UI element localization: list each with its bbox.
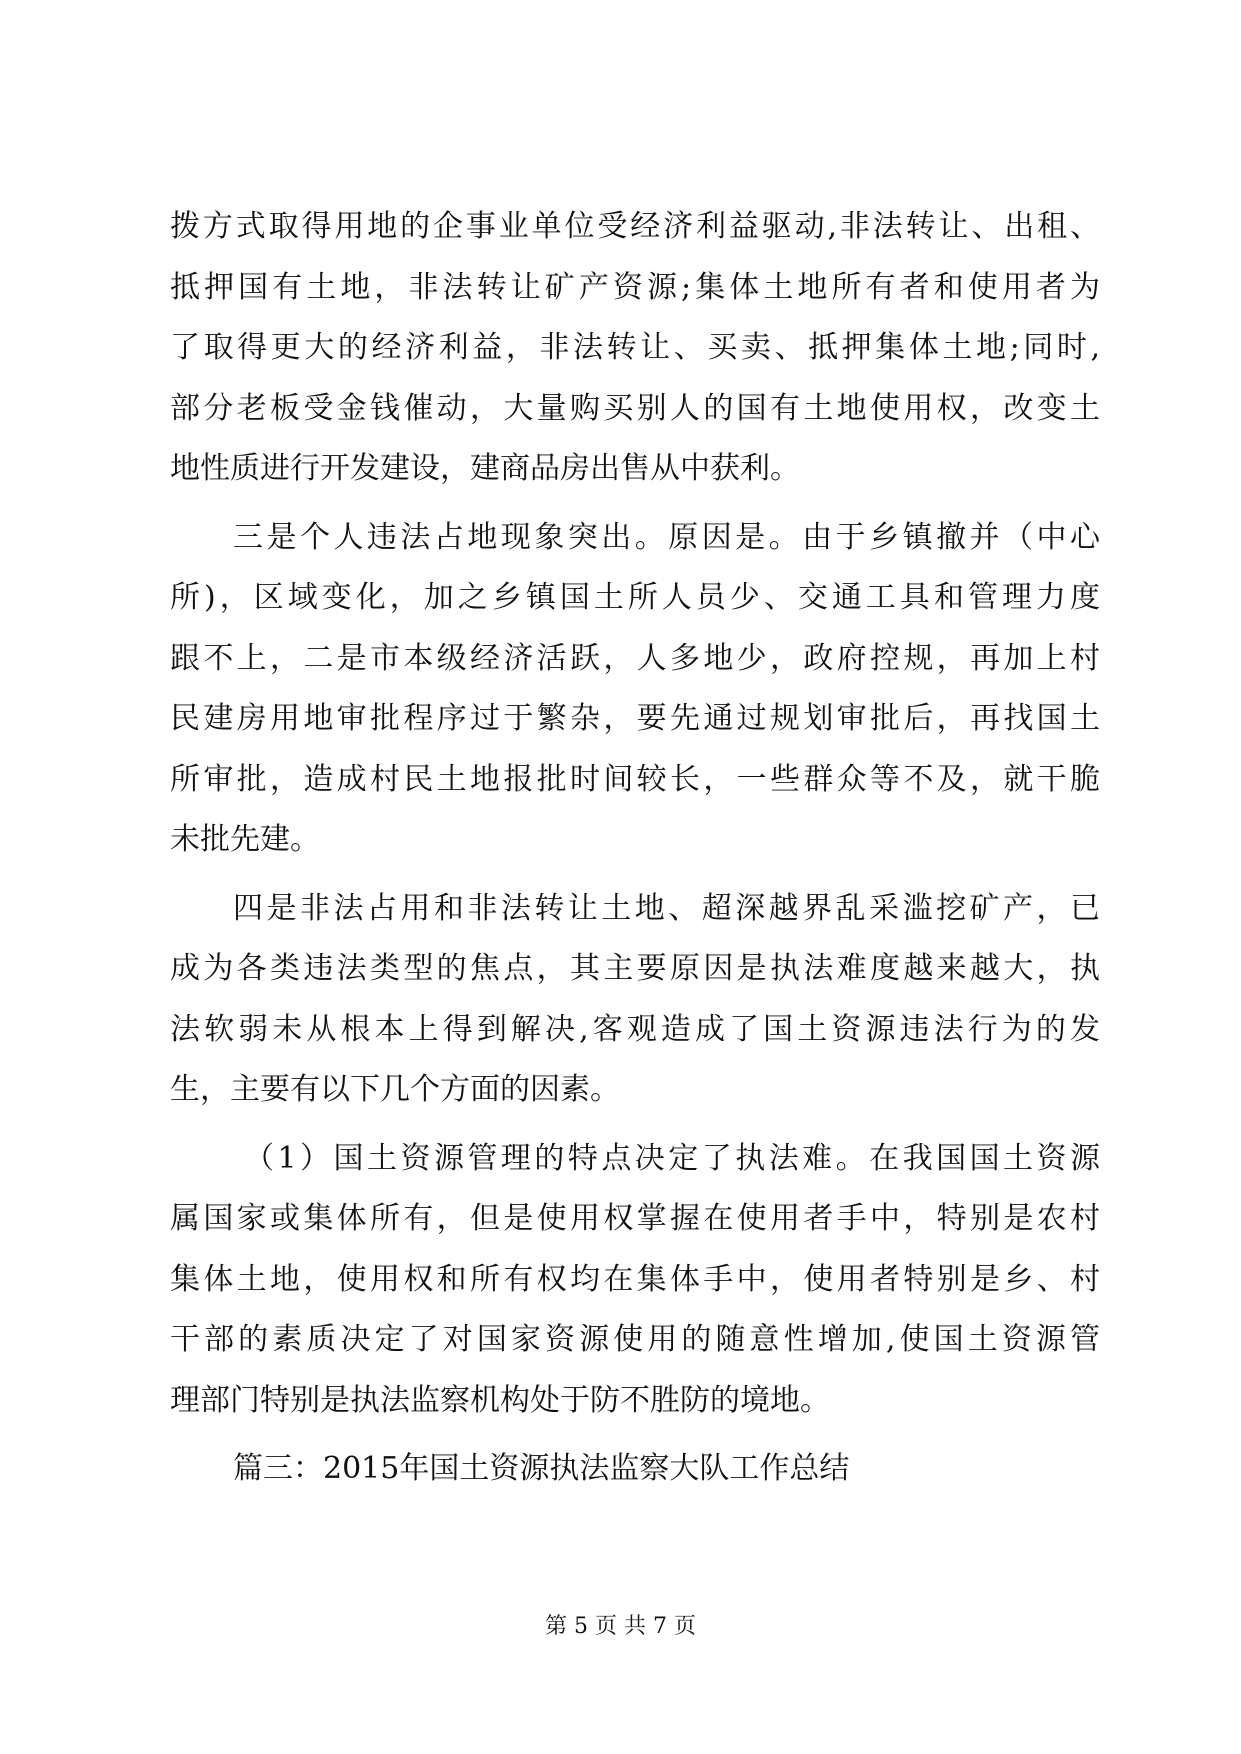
paragraph-gap xyxy=(170,1121,1100,1129)
text-line: 部分老板受金钱催动，大量购买别人的国有土地使用权，改变土 xyxy=(170,390,1100,426)
text-line: 所审批，造成村民土地报批时间较长，一些群众等不及，就干脆 xyxy=(170,761,1100,797)
text-line: 抵押国有土地，非法转让矿产资源;集体土地所有者和使用者为 xyxy=(170,269,1100,305)
paragraph xyxy=(170,879,1100,1121)
text-line: 了取得更大的经济利益，非法转让、买卖、抵押集体土地;同时, xyxy=(170,330,1100,365)
text-line: 未批先建。 xyxy=(170,822,320,857)
text-line: 生，主要有以下几个方面的因素。 xyxy=(170,1072,620,1107)
text-line: 法软弱未从根本上得到解决,客观造成了国土资源违法行为的发 xyxy=(170,1011,1100,1047)
paragraph xyxy=(170,1129,1100,1432)
text-line: 集体土地，使用权和所有权均在集体手中，使用者特别是乡、村 xyxy=(170,1261,1100,1297)
paragraph-gap xyxy=(170,1431,1100,1439)
paragraph-gap xyxy=(170,500,1100,508)
text-line: （1）国土资源管理的特点决定了执法难。在我国国土资源 xyxy=(244,1140,1100,1176)
text-line: 所)，区域变化，加之乡镇国土所人员少、交通工具和管理力度 xyxy=(170,580,1100,615)
section-heading xyxy=(170,1439,1100,1500)
paragraph xyxy=(170,197,1100,500)
text-line: 四是非法占用和非法转让土地、超深越界乱采滥挖矿产，已 xyxy=(233,890,1100,926)
text-line: 民建房用地审批程序过于繁杂，要先通过规划审批后，再找国土 xyxy=(170,701,1100,736)
text-line: 篇三：2015年国土资源执法监察大队工作总结 xyxy=(233,1451,850,1486)
paragraph-gap xyxy=(170,871,1100,879)
text-line: 理部门特别是执法监察机构处于防不胜防的境地。 xyxy=(170,1382,830,1418)
text-line: 属国家或集体所有，但是使用权掌握在使用者手中，特别是农村 xyxy=(170,1201,1100,1236)
page-number-footer: 第 5 页 共 7 页 xyxy=(545,1614,696,1639)
text-line: 地性质进行开发建设，建商品房出售从中获利。 xyxy=(170,451,800,486)
text-line: 干部的素质决定了对国家资源使用的随意性增加,使国土资源管 xyxy=(170,1322,1100,1357)
text-line: 成为各类违法类型的焦点，其主要原因是执法难度越来越大，执 xyxy=(170,951,1100,986)
paragraph xyxy=(170,508,1100,871)
document-body xyxy=(170,197,1100,1500)
text-line: 跟不上，二是市本级经济活跃，人多地少，政府控规，再加上村 xyxy=(170,640,1100,676)
text-line: 拨方式取得用地的企事业单位受经济利益驱动,非法转让、出租、 xyxy=(170,209,1100,244)
text-line: 三是个人违法占地现象突出。原因是。由于乡镇撤并（中心 xyxy=(233,519,1100,555)
